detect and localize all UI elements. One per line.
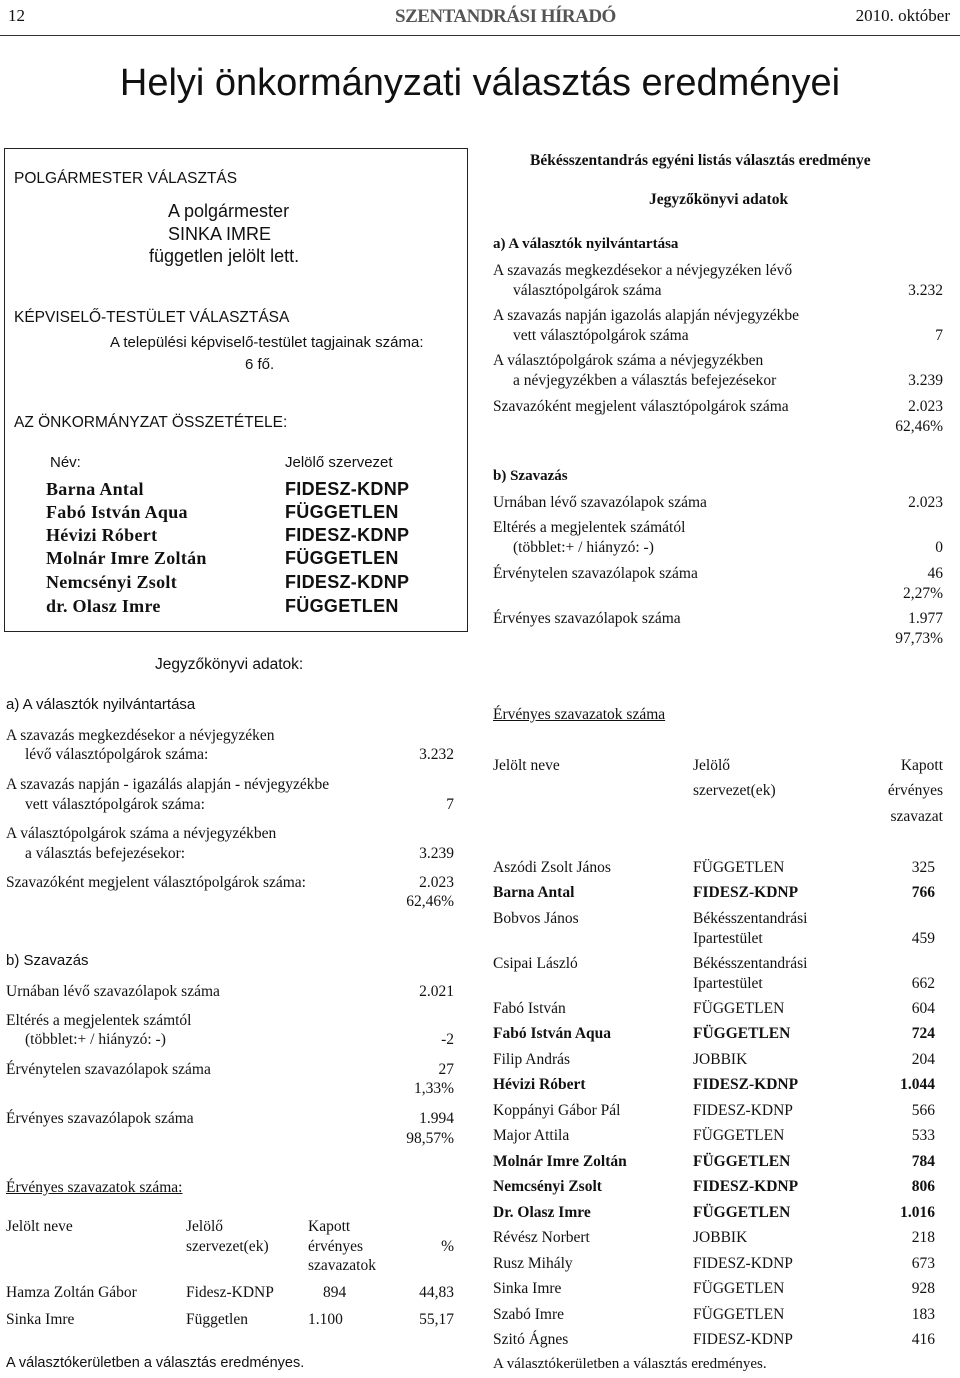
table-header-org: szervezet(ek) — [186, 1238, 269, 1255]
table-cell-org: FIDESZ-KDNP — [693, 884, 799, 901]
stat-label: vett választópolgárok száma — [513, 327, 689, 344]
member-name: Hévizi Róbert — [46, 525, 158, 545]
issue-date: 2010. október — [855, 6, 950, 25]
valid-votes-heading: Érvényes szavazatok száma: — [6, 1179, 183, 1196]
table-cell-votes: 218 — [911, 1229, 935, 1246]
table-cell-org: FÜGGETLEN — [693, 1025, 791, 1042]
header-divider — [0, 35, 960, 36]
member-org: FIDESZ-KDNP — [285, 525, 410, 545]
table-cell-org: FÜGGETLEN — [693, 1306, 785, 1323]
table-cell-name: Bobvos János — [493, 910, 579, 927]
stat-label: Érvénytelen szavazólapok száma — [493, 565, 698, 582]
table-cell-name: Csipai László — [493, 955, 578, 972]
table-cell-votes: 894 — [323, 1284, 347, 1301]
mayor-line: SINKA IMRE — [168, 224, 272, 244]
stat-value: 46 — [927, 565, 943, 582]
table-cell-org: JOBBIK — [693, 1051, 748, 1068]
result-footer: A választókerületben a választás eredményes. — [493, 1356, 767, 1372]
table-header-votes: szavazatok — [308, 1257, 376, 1274]
stat-percent: 62,46% — [895, 418, 943, 435]
table-cell-votes: 766 — [911, 884, 935, 901]
table-cell-name: Hamza Zoltán Gábor — [6, 1284, 137, 1301]
member-name: Fabó István Aqua — [46, 502, 188, 522]
stat-value: 2.021 — [419, 983, 454, 1000]
table-cell-name: Nemcsényi Zsolt — [493, 1178, 602, 1195]
section-b-heading: b) Szavazás — [493, 468, 568, 484]
stat-label: a névjegyzékben a választás befejezésekor — [513, 372, 777, 389]
table-cell-name: Szabó Imre — [493, 1306, 565, 1323]
stat-label: választópolgárok száma — [513, 282, 662, 299]
table-cell-votes: 928 — [911, 1280, 935, 1297]
stat-label: vett választópolgárok száma: — [25, 796, 205, 813]
table-cell-votes: 673 — [911, 1255, 935, 1272]
stat-value: 2.023 — [908, 398, 943, 415]
page-header — [0, 0, 960, 40]
table-header-org: szervezet(ek) — [693, 782, 776, 799]
stat-value: 7 — [935, 327, 943, 344]
table-header-org: Jelölő — [693, 757, 731, 774]
section-b-heading: b) Szavazás — [6, 952, 89, 969]
stat-value: -2 — [441, 1031, 454, 1048]
member-name: Nemcsényi Zsolt — [46, 572, 177, 592]
mayor-line: A polgármester — [168, 201, 290, 221]
table-header-votes: érvényes — [887, 782, 943, 799]
table-cell-org: Békésszentandrási — [693, 955, 808, 972]
page-number: 12 — [8, 6, 25, 25]
table-cell-org: FIDESZ-KDNP — [693, 1076, 799, 1093]
stat-label: lévő választópolgárok száma: — [25, 746, 209, 763]
table-cell-org: FÜGGETLEN — [693, 1153, 791, 1170]
stat-percent: 98,57% — [406, 1130, 454, 1147]
table-cell-org: FÜGGETLEN — [693, 859, 785, 876]
council-size-text: A települési képviselő-testület tagjainak száma: — [110, 334, 424, 351]
member-name: Barna Antal — [46, 479, 144, 499]
table-cell-name: Hévizi Róbert — [493, 1076, 586, 1093]
member-org: FIDESZ-KDNP — [285, 479, 410, 499]
table-cell-org: Független — [186, 1311, 248, 1328]
page-title: Helyi önkormányzati választás eredményei — [119, 62, 841, 104]
table-header-percent: % — [441, 1238, 454, 1255]
table-cell-votes: 784 — [911, 1153, 935, 1170]
table-cell-votes: 1.016 — [900, 1204, 935, 1221]
table-cell-name: Fabó István Aqua — [493, 1025, 612, 1042]
council-size-value: 6 fő. — [245, 356, 275, 373]
table-cell-name: Fabó István — [493, 1000, 566, 1017]
stat-percent: 97,73% — [895, 630, 943, 647]
table-cell-votes: 1.100 — [308, 1311, 343, 1328]
table-header-votes: Kapott — [308, 1218, 351, 1235]
table-cell-name: Filip András — [493, 1051, 571, 1068]
stat-label: A szavazás napján igazolás alapján névjegyzékbe — [493, 307, 799, 324]
stat-label: A választópolgárok száma a névjegyzékben — [493, 352, 764, 369]
table-cell-votes: 459 — [911, 930, 935, 947]
member-org: FÜGGETLEN — [285, 548, 399, 568]
stat-label: Urnában lévő szavazólapok száma — [6, 983, 220, 1000]
minutes-heading: Jegyzőkönyvi adatok — [649, 191, 789, 208]
table-cell-votes: 204 — [911, 1051, 935, 1068]
table-cell-name: Koppányi Gábor Pál — [493, 1102, 621, 1119]
table-cell-org: FÜGGETLEN — [693, 1204, 791, 1221]
table-cell-votes: 416 — [911, 1331, 935, 1348]
table-cell-name: Major Attila — [493, 1127, 570, 1144]
section-a-heading: a) A választók nyilvántartása — [6, 696, 196, 713]
table-cell-org: Ipartestület — [693, 975, 763, 992]
stat-value: 3.232 — [419, 746, 454, 763]
stat-value: 7 — [446, 796, 454, 813]
stat-percent: 1,33% — [413, 1080, 454, 1097]
table-cell-votes: 183 — [911, 1306, 935, 1323]
stat-label: (többlet:+ / hiányzó: -) — [25, 1031, 166, 1048]
table-cell-percent: 55,17 — [419, 1311, 454, 1328]
stat-label: (többlet:+ / hiányzó: -) — [513, 539, 654, 556]
table-header-votes: szavazat — [890, 808, 943, 825]
table-cell-votes: 1.044 — [900, 1076, 935, 1093]
stat-label: Érvénytelen szavazólapok száma — [6, 1061, 211, 1078]
member-org: FIDESZ-KDNP — [285, 572, 410, 592]
table-header-votes: Kapott — [900, 757, 943, 774]
mayor-heading: POLGÁRMESTER VÁLASZTÁS — [14, 170, 238, 187]
table-cell-org: FIDESZ-KDNP — [693, 1331, 793, 1348]
table-cell-votes: 566 — [911, 1102, 935, 1119]
stat-percent: 62,46% — [406, 893, 454, 910]
table-cell-votes: 604 — [911, 1000, 935, 1017]
table-cell-votes: 533 — [911, 1127, 935, 1144]
council-heading: KÉPVISELŐ-TESTÜLET VÁLASZTÁSA — [14, 309, 290, 326]
stat-label: Urnában lévő szavazólapok száma — [493, 494, 707, 511]
table-cell-name: Rusz Mihály — [493, 1255, 573, 1272]
table-cell-votes: 724 — [911, 1025, 935, 1042]
stat-label: a választás befejezésekor: — [25, 845, 186, 862]
table-header-votes: érvényes — [308, 1238, 364, 1255]
table-cell-name: Aszódi Zsolt János — [493, 859, 611, 876]
table-cell-org: FIDESZ-KDNP — [693, 1178, 799, 1195]
stat-label: Érvényes szavazólapok száma — [6, 1110, 194, 1127]
stat-value: 1.977 — [908, 610, 943, 627]
table-cell-name: Molnár Imre Zoltán — [493, 1153, 627, 1170]
stat-label: A szavazás napján - igazálás alapján - névjegyzékbe — [6, 776, 330, 793]
composition-heading: AZ ÖNKORMÁNYZAT ÖSSZETÉTELE: — [14, 414, 288, 431]
table-cell-org: FÜGGETLEN — [693, 1280, 785, 1297]
table-cell-name: Sinka Imre — [493, 1280, 562, 1297]
minutes-heading: Jegyzőkönyvi adatok: — [155, 656, 304, 673]
table-cell-name: Révész Norbert — [493, 1229, 590, 1246]
stat-label: Eltérés a megjelentek számától — [493, 519, 686, 536]
table-cell-name: Dr. Olasz Imre — [493, 1204, 591, 1221]
stat-value: 2.023 — [908, 494, 943, 511]
member-org: FÜGGETLEN — [285, 596, 399, 616]
publication-name: SZENTANDRÁSI HÍRADÓ — [395, 6, 616, 27]
stat-value: 3.232 — [908, 282, 943, 299]
stat-value: 3.239 — [908, 372, 943, 389]
stat-label: A szavazás megkezdésekor a névjegyzéken — [6, 727, 275, 744]
table-header-name: Jelölt neve — [493, 757, 560, 774]
table-cell-votes: 325 — [911, 859, 935, 876]
stat-value: 2.023 — [419, 874, 454, 891]
stat-label: Érvényes szavazólapok száma — [493, 610, 681, 627]
org-column-header: Jelölő szervezet — [285, 454, 393, 471]
table-cell-org: FÜGGETLEN — [693, 1000, 785, 1017]
stat-label: Szavazóként megjelent választópolgárok száma: — [6, 874, 306, 891]
table-cell-votes: 662 — [911, 975, 935, 992]
stat-value: 0 — [935, 539, 943, 556]
name-column-header: Név: — [50, 454, 81, 471]
valid-votes-heading: Érvényes szavazatok száma — [493, 706, 666, 723]
member-name: dr. Olasz Imre — [46, 596, 161, 616]
table-cell-name: Szitó Ágnes — [493, 1331, 569, 1348]
list-election-title: Békésszentandrás egyéni listás választás eredménye — [530, 152, 871, 169]
table-cell-org: Ipartestület — [693, 930, 763, 947]
table-header-org: Jelölő — [186, 1218, 224, 1235]
table-header-name: Jelölt neve — [6, 1218, 73, 1235]
table-cell-org: FIDESZ-KDNP — [693, 1102, 793, 1119]
member-name: Molnár Imre Zoltán — [46, 548, 207, 568]
member-org: FÜGGETLEN — [285, 502, 399, 522]
table-cell-org: Fidesz-KDNP — [186, 1284, 274, 1301]
stat-label: Eltérés a megjelentek számtól — [6, 1012, 192, 1029]
stat-value: 1.994 — [419, 1110, 454, 1127]
table-cell-name: Barna Antal — [493, 884, 575, 901]
stat-value: 3.239 — [419, 845, 454, 862]
stat-label: Szavazóként megjelent választópolgárok száma — [493, 398, 789, 415]
table-cell-org: JOBBIK — [693, 1229, 748, 1246]
stat-label: A szavazás megkezdésekor a névjegyzéken lévő — [493, 262, 793, 279]
result-footer: A választókerületben a választás eredményes. — [6, 1355, 305, 1371]
mayor-line: független jelölt lett. — [149, 246, 300, 266]
table-cell-votes: 806 — [911, 1178, 935, 1195]
table-cell-org: Békésszentandrási — [693, 910, 808, 927]
stat-label: A választópolgárok száma a névjegyzékben — [6, 825, 277, 842]
section-a-heading: a) A választók nyilvántartása — [493, 236, 679, 252]
stat-value: 27 — [438, 1061, 454, 1078]
table-cell-org: FIDESZ-KDNP — [693, 1255, 793, 1272]
table-cell-name: Sinka Imre — [6, 1311, 75, 1328]
table-cell-org: FÜGGETLEN — [693, 1127, 785, 1144]
table-cell-percent: 44,83 — [419, 1284, 454, 1301]
stat-percent: 2,27% — [902, 585, 943, 602]
